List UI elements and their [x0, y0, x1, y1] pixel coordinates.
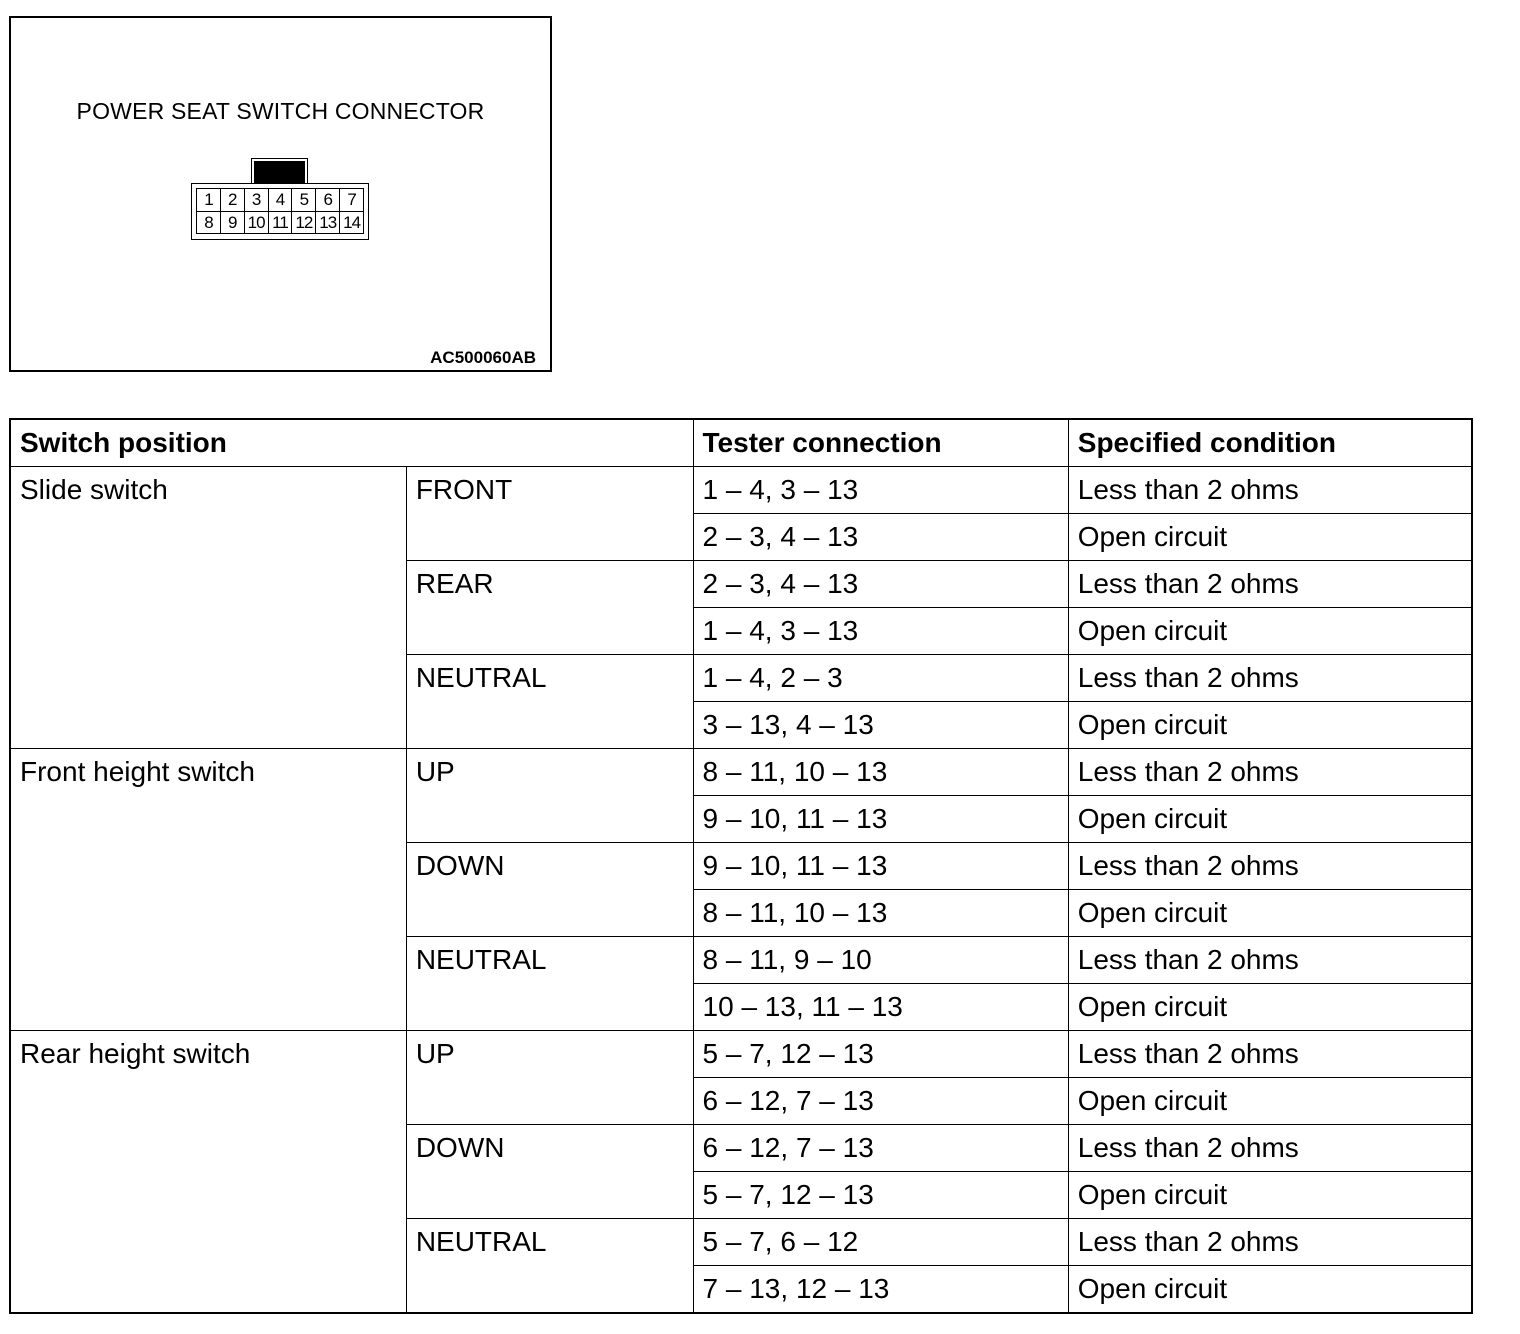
table-row [10, 749, 1472, 796]
connector-figure [9, 16, 552, 372]
connector-pin: 14 [340, 212, 364, 235]
tester-connection-cell: 8 – 11, 10 – 13 [693, 749, 1068, 796]
figure-title: POWER SEAT SWITCH CONNECTOR [76, 98, 485, 124]
connector-pin: 8 [197, 212, 221, 235]
tester-connection-cell: 1 – 4, 3 – 13 [693, 467, 1068, 514]
connector-pin: 7 [340, 189, 364, 212]
tester-connection-cell: 6 – 12, 7 – 13 [693, 1125, 1068, 1172]
connector-pin: 3 [245, 189, 269, 212]
connector-pin: 9 [221, 212, 245, 235]
tester-connection-cell: 1 – 4, 2 – 3 [693, 655, 1068, 702]
specified-condition-cell: Open circuit [1068, 608, 1472, 655]
header-specified-condition: Specified condition [1068, 419, 1472, 467]
switch-name-cell: Rear height switch [10, 1031, 406, 1314]
specified-condition-cell: Less than 2 ohms [1068, 561, 1472, 608]
tester-connection-cell: 2 – 3, 4 – 13 [693, 561, 1068, 608]
tester-connection-cell: 5 – 7, 12 – 13 [693, 1172, 1068, 1219]
tester-connection-cell: 8 – 11, 10 – 13 [693, 890, 1068, 937]
specified-condition-cell: Open circuit [1068, 514, 1472, 561]
specified-condition-cell: Less than 2 ohms [1068, 937, 1472, 984]
connector-body [191, 183, 369, 240]
connector-pin: 1 [197, 189, 221, 212]
position-cell: NEUTRAL [406, 1219, 693, 1314]
pin-grid [196, 188, 364, 234]
connector-pin: 11 [269, 212, 293, 235]
table-row [10, 1031, 1472, 1078]
tester-connection-cell: 1 – 4, 3 – 13 [693, 608, 1068, 655]
position-cell: DOWN [406, 843, 693, 937]
connector-pin: 10 [245, 212, 269, 235]
specified-condition-cell: Less than 2 ohms [1068, 655, 1472, 702]
specified-condition-cell: Open circuit [1068, 1078, 1472, 1125]
position-cell: UP [406, 1031, 693, 1125]
specified-condition-cell: Open circuit [1068, 1266, 1472, 1314]
specified-condition-cell: Open circuit [1068, 702, 1472, 749]
table-header-row [10, 419, 1472, 467]
position-cell: FRONT [406, 467, 693, 561]
connector-pin: 6 [316, 189, 340, 212]
specified-condition-cell: Less than 2 ohms [1068, 843, 1472, 890]
switch-check-table [9, 418, 1473, 1314]
tester-connection-cell: 6 – 12, 7 – 13 [693, 1078, 1068, 1125]
specified-condition-cell: Less than 2 ohms [1068, 1031, 1472, 1078]
switch-name-cell: Slide switch [10, 467, 406, 749]
position-cell: DOWN [406, 1125, 693, 1219]
position-cell: NEUTRAL [406, 937, 693, 1031]
tester-connection-cell: 10 – 13, 11 – 13 [693, 984, 1068, 1031]
switch-name-cell: Front height switch [10, 749, 406, 1031]
specified-condition-cell: Less than 2 ohms [1068, 467, 1472, 514]
connector-diagram [191, 158, 371, 242]
connector-pin: 13 [316, 212, 340, 235]
specified-condition-cell: Less than 2 ohms [1068, 1219, 1472, 1266]
position-cell: REAR [406, 561, 693, 655]
figure-code: AC500060AB [430, 348, 536, 367]
connector-pin: 4 [269, 189, 293, 212]
specified-condition-cell: Open circuit [1068, 796, 1472, 843]
specified-condition-cell: Open circuit [1068, 984, 1472, 1031]
tester-connection-cell: 9 – 10, 11 – 13 [693, 796, 1068, 843]
tester-connection-cell: 5 – 7, 6 – 12 [693, 1219, 1068, 1266]
header-switch-position: Switch position [10, 419, 693, 467]
tester-connection-cell: 3 – 13, 4 – 13 [693, 702, 1068, 749]
tester-connection-cell: 7 – 13, 12 – 13 [693, 1266, 1068, 1314]
tester-connection-cell: 2 – 3, 4 – 13 [693, 514, 1068, 561]
specified-condition-cell: Less than 2 ohms [1068, 749, 1472, 796]
position-cell: UP [406, 749, 693, 843]
connector-pin: 2 [221, 189, 245, 212]
connector-pin: 5 [292, 189, 316, 212]
table-row [10, 467, 1472, 514]
specified-condition-cell: Open circuit [1068, 1172, 1472, 1219]
tester-connection-cell: 9 – 10, 11 – 13 [693, 843, 1068, 890]
header-tester-connection: Tester connection [693, 419, 1068, 467]
tester-connection-cell: 5 – 7, 12 – 13 [693, 1031, 1068, 1078]
connector-pin: 12 [292, 212, 316, 235]
position-cell: NEUTRAL [406, 655, 693, 749]
connector-latch [254, 161, 305, 185]
tester-connection-cell: 8 – 11, 9 – 10 [693, 937, 1068, 984]
specified-condition-cell: Open circuit [1068, 890, 1472, 937]
specified-condition-cell: Less than 2 ohms [1068, 1125, 1472, 1172]
